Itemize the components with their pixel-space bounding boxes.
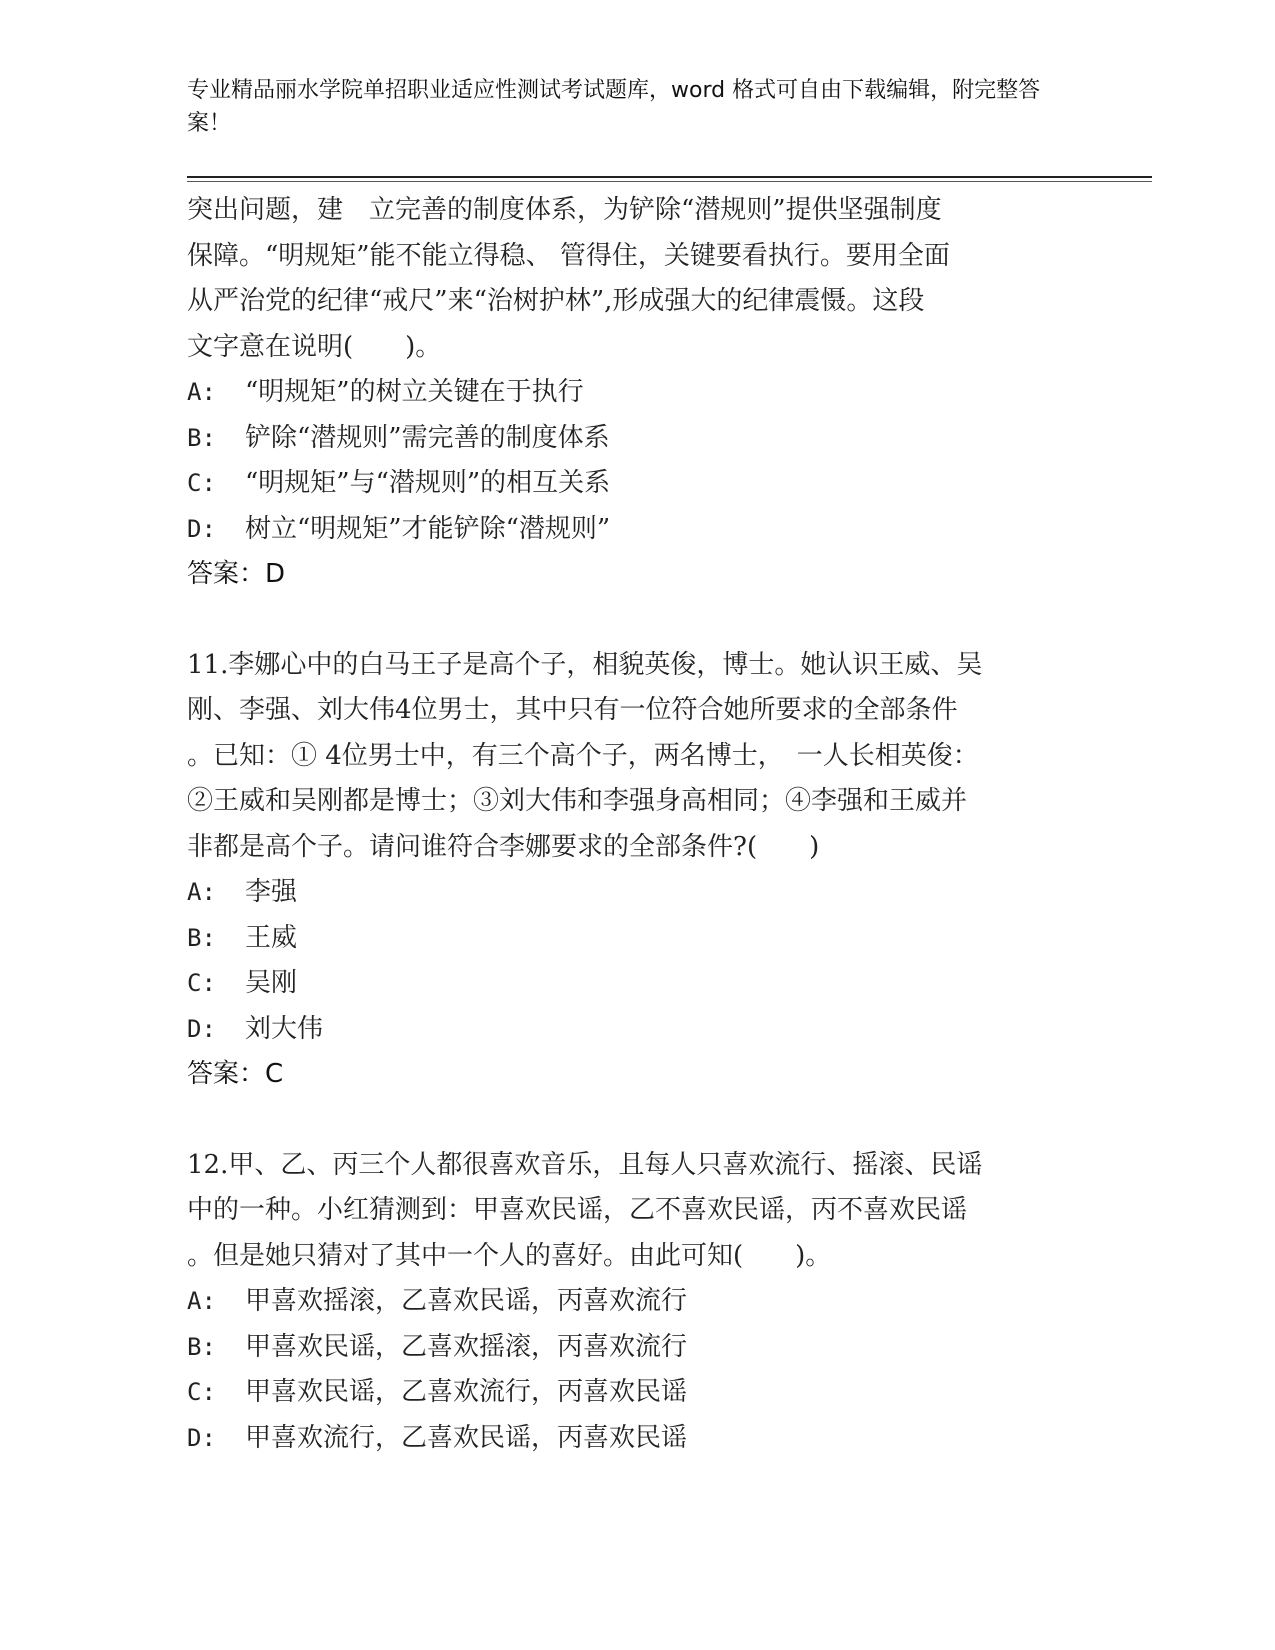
option-text: 王威	[245, 922, 298, 953]
question-text-line: 文字意在说明( )。	[187, 331, 442, 362]
option-key: A:	[187, 878, 216, 906]
question-12	[187, 1143, 1087, 1462]
option-text: 吴刚	[245, 968, 298, 998]
option-text: 甲喜欢民谣，乙喜欢流行，丙喜欢民谣	[245, 1377, 688, 1407]
option-c	[187, 461, 1087, 507]
question-text-line: 保障。“明规矩”能不能立得稳、 管得住，关键要看执行。要用全面	[187, 240, 950, 271]
option-key: A:	[187, 1287, 216, 1315]
option-key: C:	[187, 1378, 216, 1406]
page-header: 专业精品丽水学院单招职业适应性测试考试题库，word 格式可自由下载编辑，附完整答案！	[187, 78, 1041, 136]
option-text: 刘大伟	[245, 1013, 324, 1044]
question-text-line: 非都是高个子。请问谁符合李娜要求的全部条件?( )	[187, 831, 820, 862]
option-c	[187, 961, 1087, 1007]
question-text-line: 。已知：① 4位男士中，有三个高个子，两名博士， 一人长相英俊：	[187, 740, 979, 771]
option-key: D:	[187, 514, 216, 543]
header-rule-thin	[187, 181, 1152, 182]
option-key: B:	[187, 923, 216, 952]
option-a	[187, 1279, 1087, 1325]
option-a	[187, 870, 1087, 916]
option-d	[187, 1007, 1087, 1053]
option-key: D:	[187, 1423, 216, 1452]
question-text-line: 突出问题，建 立完善的制度体系，为铲除“潜规则”提供坚强制度	[187, 195, 942, 225]
option-text: 树立“明规矩”才能铲除“潜规则”	[245, 513, 611, 544]
question-text-line: 刚、李强、刘大伟4位男士，其中只有一位符合她所要求的全部条件	[187, 695, 958, 725]
option-d	[187, 1416, 1087, 1462]
option-c	[187, 1370, 1087, 1416]
option-text: 甲喜欢民谣，乙喜欢摇滚，丙喜欢流行	[245, 1331, 688, 1362]
option-key: A:	[187, 378, 216, 406]
option-key: C:	[187, 469, 216, 497]
option-text: “明规矩”的树立关键在于执行	[245, 377, 584, 407]
question-text-line: 从严治党的纪律“戒尺”来“治树护林”,形成强大的纪律震慑。这段	[187, 286, 925, 316]
question-text-line: 中的一种。小红猜测到：甲喜欢民谣，乙不喜欢民谣，丙不喜欢民谣	[187, 1195, 968, 1225]
option-b	[187, 416, 1087, 462]
option-text: 甲喜欢摇滚，乙喜欢民谣，丙喜欢流行	[245, 1286, 688, 1316]
option-key: B:	[187, 1332, 216, 1361]
question-text-line: ②王威和吴刚都是博士；③刘大伟和李强身高相同；④李强和王威并	[187, 786, 968, 816]
document-body	[187, 188, 1087, 1461]
option-key: B:	[187, 423, 216, 452]
option-key: D:	[187, 1014, 216, 1043]
spacer	[187, 598, 1087, 643]
option-text: 铲除“潜规则”需完善的制度体系	[245, 422, 610, 453]
question-text-line: 11.李娜心中的白马王子是高个子，相貌英俊，博士。她认识王威、吴	[187, 649, 983, 680]
option-key: C:	[187, 969, 216, 997]
option-d	[187, 507, 1087, 553]
answer-line: 答案：C	[187, 1059, 284, 1089]
question-text-line: 12.甲、乙、丙三个人都很喜欢音乐，且每人只喜欢流行、摇滚、民谣	[187, 1149, 983, 1180]
spacer	[187, 1098, 1087, 1143]
header-rule-thick	[187, 176, 1152, 178]
question-text-line: 。但是她只猜对了其中一个人的喜好。由此可知( )。	[187, 1240, 832, 1271]
option-a	[187, 370, 1087, 416]
option-b	[187, 1325, 1087, 1371]
option-b	[187, 916, 1087, 962]
option-text: “明规矩”与“潜规则”的相互关系	[245, 468, 611, 498]
question-10	[187, 188, 1087, 598]
option-text: 甲喜欢流行，乙喜欢民谣，丙喜欢民谣	[245, 1422, 688, 1453]
answer-line: 答案：D	[187, 559, 286, 589]
question-11	[187, 643, 1087, 1098]
option-text: 李强	[245, 877, 298, 907]
